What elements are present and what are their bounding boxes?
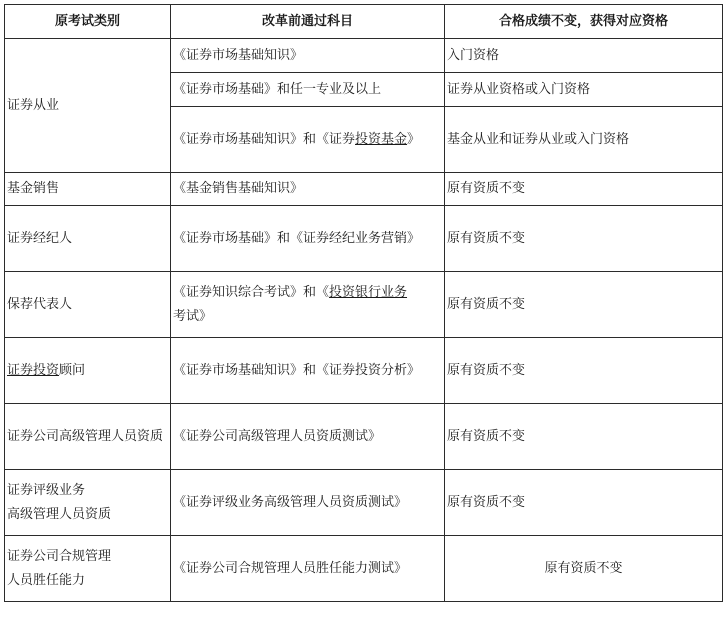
header-result: 合格成绩不变，获得对应资格 — [445, 5, 723, 39]
subject-cell: 《证券市场基础》和《证券经纪业务营销》 — [171, 206, 445, 272]
subject-cell: 《基金销售基础知识》 — [171, 173, 445, 206]
header-subjects: 改革前通过科目 — [171, 5, 445, 39]
category-cell — [5, 536, 171, 602]
subject-text: 》 — [407, 131, 421, 147]
result-cell: 基金从业和证券从业或入门资格 — [445, 107, 723, 173]
result-cell: 原有资质不变 — [445, 470, 723, 536]
table-row — [5, 404, 723, 470]
subject-cell — [171, 272, 445, 338]
subject-cell: 《证券评级业务高级管理人员资质测试》 — [171, 470, 445, 536]
category-text: 顾问 — [59, 362, 86, 378]
subject-cell: 《证券市场基础》和任一专业及以上 — [171, 73, 445, 107]
category-line: 证券评级业务 — [7, 482, 86, 498]
result-cell: 原有资质不变 — [445, 173, 723, 206]
link-investment-banking[interactable]: 投资银行业务 — [329, 284, 408, 300]
subject-cell: 《证券公司高级管理人员资质测试》 — [171, 404, 445, 470]
result-cell: 证券从业资格或入门资格 — [445, 73, 723, 107]
result-cell: 原有资质不变 — [445, 272, 723, 338]
table-row — [5, 39, 723, 73]
subject-cell: 《证券公司合规管理人员胜任能力测试》 — [171, 536, 445, 602]
result-cell: 原有资质不变 — [445, 536, 723, 602]
subject-cell — [171, 107, 445, 173]
category-cell: 保荐代表人 — [5, 272, 171, 338]
link-securities-investment[interactable]: 证券投资 — [7, 362, 60, 378]
category-line: 证券公司合规管理 — [7, 548, 112, 564]
category-line: 高级管理人员资质 — [7, 506, 112, 522]
subject-text: 考试》 — [173, 308, 213, 324]
category-cell — [5, 470, 171, 536]
subject-text: 《证券知识综合考试》和《 — [173, 284, 330, 300]
table-row — [5, 470, 723, 536]
result-cell: 原有资质不变 — [445, 338, 723, 404]
table-row — [5, 206, 723, 272]
qualification-table — [4, 4, 723, 602]
result-cell: 入门资格 — [445, 39, 723, 73]
subject-cell: 《证券市场基础知识》 — [171, 39, 445, 73]
category-cell: 证券经纪人 — [5, 206, 171, 272]
table-row — [5, 272, 723, 338]
subject-cell: 《证券市场基础知识》和《证券投资分析》 — [171, 338, 445, 404]
category-cell: 证券从业 — [5, 39, 171, 173]
header-category: 原考试类别 — [5, 5, 171, 39]
subject-text: 《证券市场基础知识》和《证券 — [173, 131, 356, 147]
result-cell: 原有资质不变 — [445, 404, 723, 470]
result-cell: 原有资质不变 — [445, 206, 723, 272]
table-row — [5, 536, 723, 602]
table-row — [5, 338, 723, 404]
header-row — [5, 5, 723, 39]
category-cell — [5, 338, 171, 404]
category-cell: 证券公司高级管理人员资质 — [5, 404, 171, 470]
table-row — [5, 173, 723, 206]
category-line: 人员胜任能力 — [7, 572, 86, 588]
link-investment-fund[interactable]: 投资基金 — [355, 131, 408, 147]
category-cell: 基金销售 — [5, 173, 171, 206]
